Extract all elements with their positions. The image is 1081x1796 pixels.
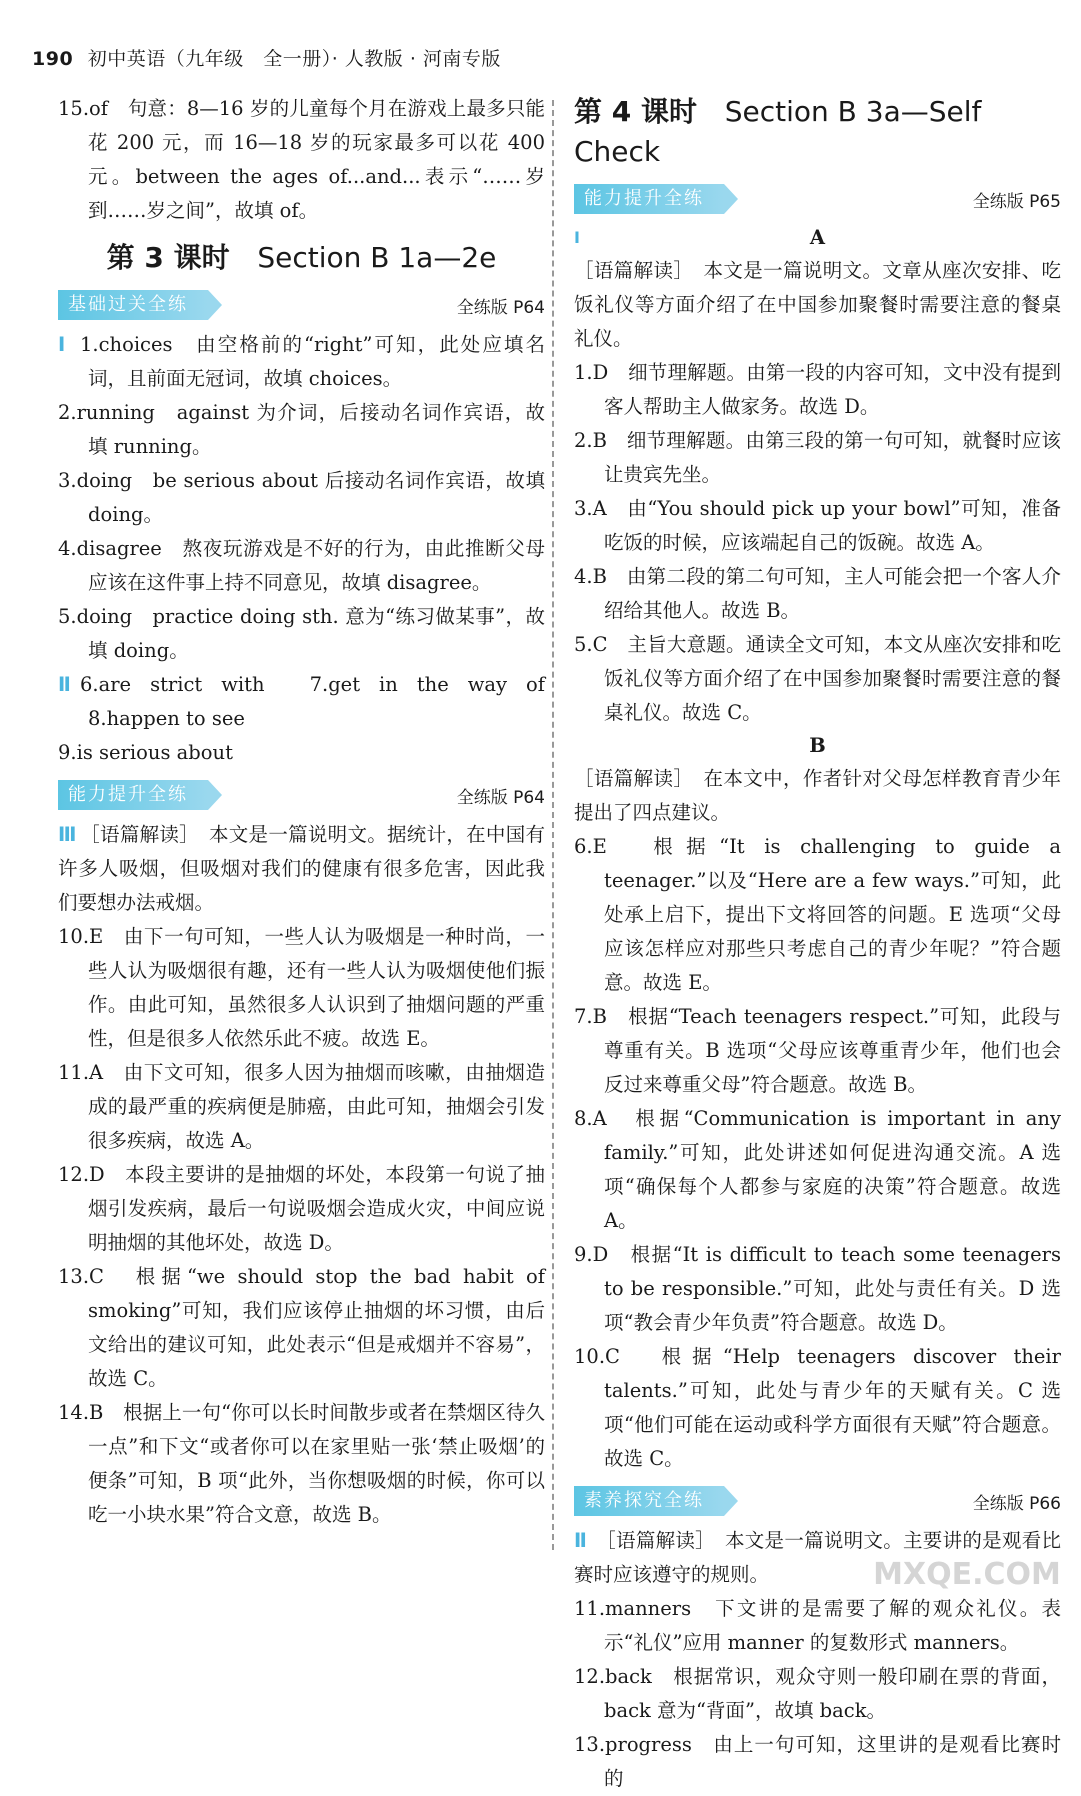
answer-a3: 3.A 由“You should pick up your bowl”可知，准备吃饭的时候，应该端起自己的饭碗。故选 A。 (574, 497, 1061, 554)
answer-a4: 4.B 由第二段的第二句可知，主人可能会把一个客人介绍给其他人。故选 B。 (574, 565, 1061, 622)
answer-b9: 9.D 根据“It is difficult to teach some teenagers to be responsible.”可知，此处与责任有关。D 选项“教会青少年负责”符合题意。故选 D。 (574, 1243, 1061, 1334)
passage-analysis-a: ［语篇解读］ 本文是一篇说明文。文章从座次安排、吃饭礼仪等方面介绍了在中国参加聚餐时需要注意的餐桌礼仪。 (574, 259, 1061, 350)
page-number: 190 (32, 48, 74, 70)
passage-letter-a: A (809, 226, 826, 249)
answer-b7: 7.B 根据“Teach teenagers respect.”可知，此段与尊重有关。B 选项“父母应该尊重青少年，他们也会反过来尊重父母”符合题意。故选 B。 (574, 1005, 1061, 1096)
column-divider (552, 100, 554, 1550)
section-tag-basic: 基础过关全练 (58, 290, 208, 320)
answer-5: 5.doing practice doing sth. 意为“练习做某事”，故填 doing。 (58, 605, 545, 662)
roman-numeral: Ⅲ (58, 823, 77, 846)
answer-14: 14.B 根据上一句“你可以长时间散步或者在禁烟区待久一点”和下文“或者你可以在家里贴一张‘禁止吸烟’的便条”可知，B 项“此外，当你想吸烟的时候，你可以吃一小块水果”符合文意，故选 B。 (58, 1401, 545, 1526)
section-tag-improve: 能力提升全练 (58, 780, 208, 810)
section-band-literacy (574, 1484, 1061, 1518)
answer-15: 15.of 句意：8—16 岁的儿童每个月在游戏上最多只能花 200 元，而 16—18 岁的玩家最多可以花 400 元。between the ages of...and...表示“……岁到……岁之间”，故填 of。 (58, 97, 545, 222)
answer-9: 9.is serious about (58, 741, 233, 764)
answer-1: Ⅰ 1.choices 由空格前的“right”可知，此处应填名词，且前面无冠词，故填 choices。 (58, 328, 545, 396)
left-column (58, 92, 565, 1532)
passage-analysis-c: Ⅱ ［语篇解读］ 本文是一篇说明文。主要讲的是观看比赛时应该遵守的规则。 (574, 1524, 1061, 1592)
answer-a5: 5.C 主旨大意题。通读全文可知，本文从座次安排和吃饭礼仪等方面介绍了在中国参加聚餐时需要注意的餐桌礼仪。故选 C。 (574, 633, 1061, 724)
answer-b6: 6.E 根据“It is challenging to guide a teenager.”以及“Here are a few ways.”可知，此处承上启下，提出下文将回答的问题。E 选项“父母应该怎样应对那些只考虑自己的青少年呢？”符合题意。故选 E。 (574, 835, 1061, 994)
answer-12: 12.D 本段主要讲的是抽烟的坏处，本段第一句说了抽烟引发疾病，最后一句说吸烟会造成火灾，中间应说明抽烟的其他坏处，故选 D。 (58, 1163, 545, 1254)
answer-a2: 2.B 细节理解题。由第三段的第一句可知，就餐时应该让贵宾先坐。 (574, 429, 1061, 486)
answer-4: 4.disagree 熬夜玩游戏是不好的行为，由此推断父母应该在这件事上持不同意见，故填 disagree。 (58, 537, 545, 594)
answer-c12: 12.back 根据常识，观众守则一般印刷在票的背面，back 意为“背面”，故填 back。 (574, 1665, 1061, 1722)
page-header (32, 44, 501, 71)
page-reference: 全练版 P64 (456, 297, 545, 318)
watermark-text: MXQE.COM (873, 1557, 1061, 1592)
lesson-3-heading (58, 238, 545, 278)
answer-10: 10.E 由下一句可知，一些人认为吸烟是一种时尚，一些人认为吸烟很有趣，还有一些人认为吸烟使他们振作。由此可知，虽然很多人认识到了抽烟问题的严重性，但是很多人依然乐此不疲。故选 E。 (58, 925, 545, 1050)
answer-c13: 13.progress 由上一句可知，这里讲的是观看比赛时的 (574, 1733, 1061, 1790)
lesson-4-section: Section B 3a—Self Check (574, 95, 982, 168)
section-band-improve (58, 778, 545, 812)
passage-a-header (574, 222, 1061, 254)
section-band-basic (58, 288, 545, 322)
lesson-3-title: 第 3 课时 (106, 241, 230, 274)
answer-13: 13.C 根据“we should stop the bad habit of smoking”可知，我们应该停止抽烟的坏习惯，由后文给出的建议可知，此处表示“但是戒烟并不容易”，故选 C。 (58, 1265, 545, 1390)
answer-b8: 8.A 根据“Communication is important in any family.”可知，此处讲述如何促进沟通交流。A 选项“确保每个人都参与家庭的决策”符合题意。故选 A。 (574, 1107, 1061, 1232)
watermark-logo (867, 1526, 1067, 1596)
roman-numeral: Ⅰ (574, 228, 580, 247)
lesson-4-heading (574, 92, 1061, 172)
section-tag-improve: 能力提升全练 (574, 184, 724, 214)
lesson-4-title: 第 4 课时 (574, 95, 697, 128)
answer-b10: 10.C 根据“Help teenagers discover their talents.”可知，此处与青少年的天赋有关。C 选项“他们可能在运动或科学方面很有天赋”符合题意。故选 C。 (574, 1345, 1061, 1470)
roman-numeral: Ⅱ (574, 1529, 587, 1552)
section-tag-literacy: 素养探究全练 (574, 1486, 724, 1516)
answer-3: 3.doing be serious about 后接动名词作宾语，故填 doing。 (58, 469, 545, 526)
page-reference: 全练版 P64 (456, 787, 545, 808)
answer-a1: 1.D 细节理解题。由第一段的内容可知，文中没有提到客人帮助主人做家务。故选 D。 (574, 361, 1061, 418)
page-reference: 全练版 P65 (972, 191, 1061, 212)
roman-numeral: Ⅱ (58, 673, 71, 696)
answer-6-8: Ⅱ 6.are strict with 7.get in the way of 8.happen to see (58, 668, 545, 736)
page-reference: 全练版 P66 (972, 1493, 1061, 1514)
passage-analysis-b: ［语篇解读］ 在本文中，作者针对父母怎样教育青少年提出了四点建议。 (574, 767, 1061, 824)
section-band-improve (574, 182, 1061, 216)
roman-numeral: Ⅰ (58, 333, 66, 356)
answer-2: 2.running against 为介词，后接动名词作宾语，故填 running。 (58, 401, 545, 458)
passage-analysis: Ⅲ ［语篇解读］ 本文是一篇说明文。据统计，在中国有许多人吸烟，但吸烟对我们的健康有很多危害，因此我们要想办法戒烟。 (58, 818, 545, 920)
lesson-3-section: Section B 1a—2e (257, 241, 497, 274)
book-title: 初中英语（九年级 全一册）· 人教版 · 河南专版 (87, 48, 501, 70)
answer-c11: 11.manners 下文讲的是需要了解的观众礼仪。表示“礼仪”应用 manner 的复数形式 manners。 (574, 1597, 1061, 1654)
passage-letter-b: B (809, 734, 826, 757)
answer-11: 11.A 由下文可知，很多人因为抽烟而咳嗽，由抽烟造成的最严重的疾病便是肺癌，由此可知，抽烟会引发很多疾病，故选 A。 (58, 1061, 545, 1152)
